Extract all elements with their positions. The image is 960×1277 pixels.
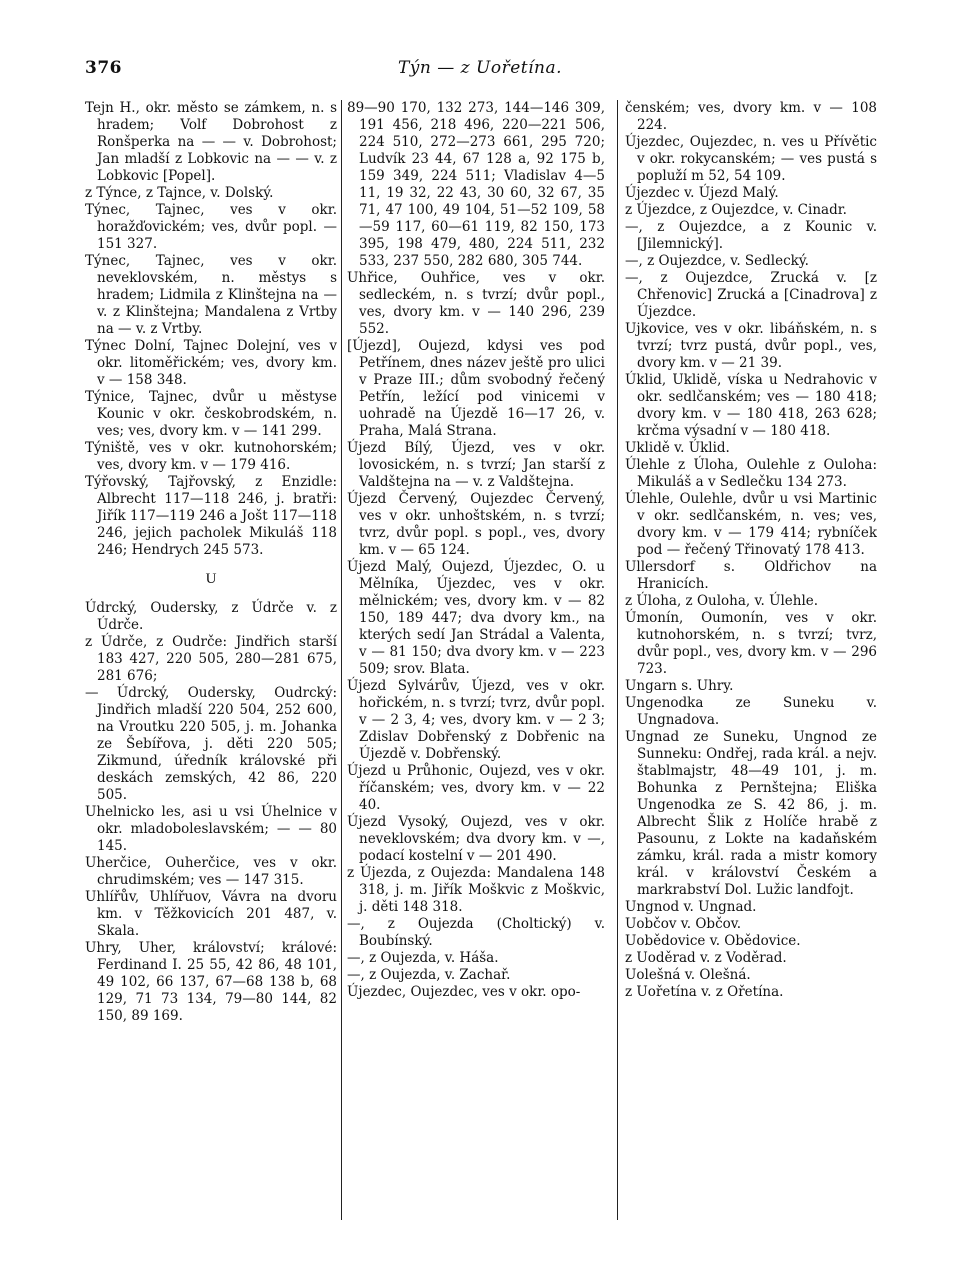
index-entry: Úlehle, Oulehle, dvůr u vsi Martinic v okr. sedlčanském, n. ves; ves, dvory km. v — 179 414; rybníček pod — řečený Třinovatý 178 413. <box>625 491 877 558</box>
index-entry: Uolešná v. Olešná. <box>625 967 751 983</box>
index-entry: —, z Oujezdce, a z Kounic v. [Jilemnický]. <box>625 219 877 252</box>
index-entry: [Újezd], Oujezd, kdysi ves pod Petřínem, dnes název ještě pro ulici v Praze III.; dům svobodný řečený Petřín, ležící pod vinicemi v uohradě na Újezdě 16—17 26, v. Praha, Malá Strana. <box>347 338 605 439</box>
index-entry: Ullersdorf s. Oldřichov na Hranicích. <box>625 559 877 592</box>
running-head: Týn — z Uořetína. <box>397 58 563 78</box>
index-entry: z Újezdce, z Oujezdce, v. Cinadr. <box>625 202 847 218</box>
index-entry: Uhelnicko les, asi u vsi Úhelnice v okr. mladoboleslavském; — — 80 145. <box>85 804 337 854</box>
index-entry: Úlehle z Úloha, Oulehle z Ouloha: Mikuláš a v Sedlečku 134 273. <box>625 457 877 490</box>
index-entry: Újezd Malý, Oujezd, Újezdec, O. u Mělníka, Újezdec, ves v okr. mělnickém; ves, dvory km. v — 82 150, 189 447; dva dvory km., na kterých sedí Jan Strádal a Valenta, v — 81 150; dva dvory km. v — 223 509; srov. Blata. <box>347 559 605 677</box>
column-3 <box>625 100 877 1220</box>
index-entry: z Týnce, z Tajnce, v. Dolský. <box>85 185 274 201</box>
index-entry: 89—90 170, 132 273, 144—146 309, 191 456, 218 496, 220—221 506, 224 510, 272—273 661, 295 720; Ludvík 23 44, 67 128 a, 92 175 b, 159 349, 224 511; Vladislav 4—5 11, 19 32, 22 43, 30 60, 32 67, 35 71, 47 100, 49 104, 51—52 109, 58—59 117, 60—61 119, 82 150, 173 395, 198 479, 480, 224 511, 232 533, 237 550, 282 680, 305 744. <box>347 100 605 269</box>
index-entry: Újezd Bílý, Újezd, ves v okr. lovosickém, n. s tvrzí; Jan starší z Valdštejna na — v. z Valdštejna. <box>347 440 605 490</box>
index-entry: Týnec Dolní, Tajnec Dolejní, ves v okr. litoměřickém; ves, dvory km. v — 158 348. <box>85 338 337 388</box>
index-entry: Újezd u Průhonic, Oujezd, ves v okr. říčanském; ves, dvory km. v — 22 40. <box>347 763 605 813</box>
index-entry: Uhlířův, Uhlířuov, Vávra na dvoru km. v Těžkovicích 201 487, v. Skala. <box>85 889 337 939</box>
page-number: 376 <box>85 58 122 78</box>
index-entry: —, z Oujezda, v. Zachař. <box>347 967 511 983</box>
index-entry: z Uoděrad v. z Voděrad. <box>625 950 787 966</box>
index-entry: —, z Oujezda, v. Háša. <box>347 950 499 966</box>
index-entry: — Údrcký, Oudersky, Oudrcký: Jindřich mladší 220 504, 252 600, na Vroutku 220 505, j. m. Johanka ze Šebířova, j. děti 220 505; Zikmund, úředník královské při deskách zemských, 42 86, 220 505. <box>85 685 337 803</box>
page-header <box>85 58 875 88</box>
index-entry: Uobčov v. Občov. <box>625 916 742 932</box>
index-entry: Uobědovice v. Obědovice. <box>625 933 801 949</box>
index-entry: Ungenodka ze Suneku v. Ungnadova. <box>625 695 877 728</box>
column-1 <box>85 100 337 1220</box>
index-entry: Tejn H., okr. město se zámkem, n. s hradem; Volf Dobrohost z Ronšperka na — — v. Dobrohost; Jan mladší z Lobkovic na — — v. z Lobkovic [Popel]. <box>85 100 337 184</box>
index-entry: Týniště, ves v okr. kutnohorském; ves, dvory km. v — 179 416. <box>85 440 337 473</box>
letter-heading: U <box>205 571 217 587</box>
index-entry: Ungnod v. Ungnad. <box>625 899 757 915</box>
index-entry: Uhry, Uher, království; králové: Ferdinand I. 25 55, 42 86, 48 101, 49 102, 66 137, 67—68 138 b, 68 129, 71 73 134, 79—80 144, 82 150, 89 169. <box>85 940 337 1024</box>
index-entry: z Úloha, z Ouloha, v. Úlehle. <box>625 593 819 609</box>
index-entry: Údrcký, Oudersky, z Údrče v. z Údrče. <box>85 600 337 633</box>
index-entry: Ujkovice, ves v okr. libáňském, n. s tvrzí; tvrz pustá, dvůr popl., ves, dvory km. v — 21 39. <box>625 321 877 371</box>
index-entry: Ungnad ze Suneku, Ungnod ze Sunneku: Ondřej, rada král. a nejv. štablmajstr, 48—49 101, j. m. Bohunka z Pernštejna; Eliška Ungenodka ze S. 42 86, j. m. Albrecht Šlik z Holíče hrabě z Pasounu, z Lokte na kadaňském zámku, král. rada a mistr komory král. v království Českém a markrabství Dol. Lužic landfojt. <box>625 729 877 898</box>
index-entry: Újezdec v. Újezd Malý. <box>625 185 779 201</box>
index-entry: Týnec, Tajnec, ves v okr. neveklovském, n. městys s hradem; Lidmila z Klinštejna na — v. z Klinštejna; Mandalena z Vrtby na — v. z Vrtby. <box>85 253 337 337</box>
index-entry: z Uořetína v. z Ořetína. <box>625 984 784 1000</box>
column-divider <box>617 100 618 1220</box>
column-2 <box>347 100 605 1220</box>
index-entry: Úklid, Uklidě, víska u Nedrahovic v okr. sedlčanském; ves — 180 418; dvory km. v — 180 418, 263 628; krčma výsadní v — 180 418. <box>625 372 877 439</box>
index-entry: —, z Oujezdce, v. Sedlecký. <box>625 253 809 269</box>
index-entry: z Údrče, z Oudrče: Jindřich starší 183 427, 220 505, 280—281 675, 281 676; <box>85 634 337 684</box>
column-divider <box>341 100 342 1220</box>
index-entry: Uklidě v. Úklid. <box>625 440 730 456</box>
index-entry: Týnice, Tajnec, dvůr u městyse Kounic v okr. českobrodském, n. ves; ves, dvory km. v — 141 299. <box>85 389 337 439</box>
index-entry: Úmonín, Oumonín, ves v okr. kutnohorském, n. s tvrzí; tvrz, dvůr popl., ves, dvory km. v — 296 723. <box>625 610 877 677</box>
index-entry: —, z Oujezdce, Zrucká v. [z Chřenovic] Zrucká a [Cinadrova] z Újezdce. <box>625 270 877 320</box>
index-entry: Ungarn s. Uhry. <box>625 678 734 694</box>
index-entry: Újezdec, Oujezdec, n. ves u Přívětic v okr. rokycanském; — ves pustá s popluží m 52, 54 109. <box>625 134 877 184</box>
index-entry: Týřovský, Tajřovský, z Enzidle: Albrecht 117—118 246, j. bratři: Jiřík 117—119 246 a Jošt 117—118 246, jejich pacholek Mikuláš 118 246; Hendrych 245 573. <box>85 474 337 558</box>
index-entry: Újezd Vysoký, Oujezd, ves v okr. neveklovském; dva dvory km. v —, podací kostelní v — 201 490. <box>347 814 605 864</box>
index-entry: —, z Oujezda (Choltický) v. Boubínský. <box>347 916 605 949</box>
index-entry: Uherčice, Ouherčice, ves v okr. chrudimském; ves — 147 315. <box>85 855 337 888</box>
index-entry: Uhřice, Ouhřice, ves v okr. sedleckém, n. s tvrzí; dvůr popl., ves, dvory km. v — 140 296, 239 552. <box>347 270 605 337</box>
index-entry: z Újezda, z Oujezda: Mandalena 148 318, j. m. Jiřík Moškvic z Moškvic, j. děti 148 318. <box>347 865 605 915</box>
index-entry: Újezdec, Oujezdec, ves v okr. opo- <box>347 984 581 1000</box>
index-entry: Týnec, Tajnec, ves v okr. horažďovickém; ves, dvůr popl. — 151 327. <box>85 202 337 252</box>
index-columns <box>85 100 893 1220</box>
index-entry: Újezd Sylvárův, Újezd, ves v okr. hořickém, n. s tvrzí; tvrz, dvůr popl. v — 2 3, 4; ves, dvory km. v — 2 3; Zdislav Dobřenský z Dobřenic na Újezdě v. Dobřenský. <box>347 678 605 762</box>
index-entry: čenském; ves, dvory km. v — 108 224. <box>625 100 877 133</box>
index-entry: Újezd Červený, Oujezdec Červený, ves v okr. unhoštském, n. s tvrzí; tvrz, dvůr popl. s popl., ves, dvory km. v — 65 124. <box>347 491 605 558</box>
